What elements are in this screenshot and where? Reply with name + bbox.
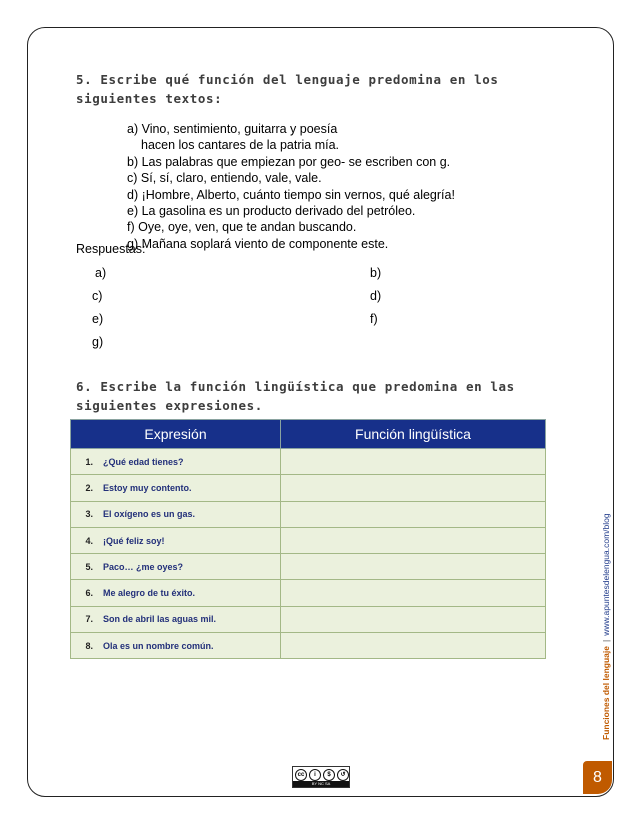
expression-text: Ola es un nombre común. (103, 640, 214, 651)
expression-text: ¡Qué feliz soy! (103, 535, 165, 546)
column-header-function: Función lingüística (281, 420, 546, 449)
table-row (71, 527, 546, 553)
text-item: f) Oye, oye, ven, que te andan buscando. (127, 220, 357, 235)
expression-text: Paco… ¿me oyes? (103, 561, 184, 572)
answer-cell[interactable] (281, 633, 546, 659)
expression-text: Estoy muy contento. (103, 482, 192, 493)
side-separator: | (601, 639, 611, 642)
page-number: 8 (583, 761, 612, 794)
text-item: d) ¡Hombre, Alberto, cuánto tiempo sin vernos, qué alegría! (127, 187, 455, 202)
expression-cell (71, 501, 281, 527)
answer-cell[interactable] (281, 501, 546, 527)
text-item: hacen los cantares de la patria mía. (141, 138, 340, 153)
text-item: e) La gasolina es un producto derivado del petróleo. (127, 204, 416, 219)
answer-a: a) (95, 266, 107, 280)
expression-cell (71, 633, 281, 659)
table-header-row (71, 420, 546, 449)
expression-cell (71, 606, 281, 632)
answer-cell[interactable] (281, 606, 546, 632)
exercise-6-heading: 6. Escribe la función lingüística que predomina en las siguientes expresiones. (76, 379, 515, 413)
answer-cell[interactable] (281, 580, 546, 606)
answer-e: e) (92, 312, 104, 326)
answer-cell[interactable] (281, 449, 546, 475)
table-row (71, 554, 546, 580)
table-row (71, 580, 546, 606)
answer-d: d) (370, 289, 382, 303)
row-number: 5. (85, 561, 93, 572)
answer-cell[interactable] (281, 475, 546, 501)
by-icon: i (309, 769, 321, 781)
row-number: 7. (85, 614, 93, 625)
row-number: 8. (85, 640, 93, 651)
expression-cell (71, 554, 281, 580)
expression-cell (71, 475, 281, 501)
expression-text: Son de abril las aguas mil. (103, 614, 217, 625)
row-number: 3. (85, 509, 93, 520)
answer-cell[interactable] (281, 527, 546, 553)
row-number: 2. (85, 482, 93, 493)
side-title: Funciones del lenguaje (601, 646, 611, 740)
table-row (71, 475, 546, 501)
table-row (71, 606, 546, 632)
expression-cell (71, 527, 281, 553)
expression-text: Me alegro de tu éxito. (103, 588, 196, 599)
functions-table (70, 419, 546, 659)
row-number: 6. (85, 588, 93, 599)
nc-icon: $ (323, 769, 335, 781)
table-row (71, 633, 546, 659)
side-url[interactable]: www.apuntesdelengua.com/blog (601, 513, 611, 636)
answer-c: c) (92, 289, 103, 303)
answers-label: Respuestas: (76, 242, 146, 256)
row-number: 1. (85, 456, 93, 467)
expression-cell (71, 580, 281, 606)
answer-f: f) (370, 312, 378, 326)
license-label: BY NC SA (293, 781, 349, 787)
text-item: a) Vino, sentimiento, guitarra y poesía (127, 122, 338, 136)
answer-cell[interactable] (281, 554, 546, 580)
cc-icon: cc (295, 769, 307, 781)
table-row (71, 449, 546, 475)
table-row (71, 501, 546, 527)
text-item: g) Mañana soplará viento de componente este. (127, 236, 389, 251)
answer-g: g) (92, 335, 104, 349)
exercise-5-items (127, 121, 455, 252)
expression-text: ¿Qué edad tienes? (103, 456, 184, 467)
text-item: c) Sí, sí, claro, entiendo, vale, vale. (127, 171, 322, 186)
sa-icon: ↺ (337, 769, 349, 781)
creative-commons-badge[interactable] (292, 766, 350, 788)
answer-b: b) (370, 266, 382, 280)
expression-cell (71, 449, 281, 475)
column-header-expression: Expresión (71, 420, 281, 449)
expression-text: El oxígeno es un gas. (103, 509, 196, 520)
side-caption (601, 513, 611, 740)
exercise-5-heading: 5. Escribe qué función del lenguaje predomina en los siguientes textos: (76, 72, 499, 106)
text-item: b) Las palabras que empiezan por geo- se escriben con g. (127, 154, 451, 169)
row-number: 4. (85, 535, 93, 546)
